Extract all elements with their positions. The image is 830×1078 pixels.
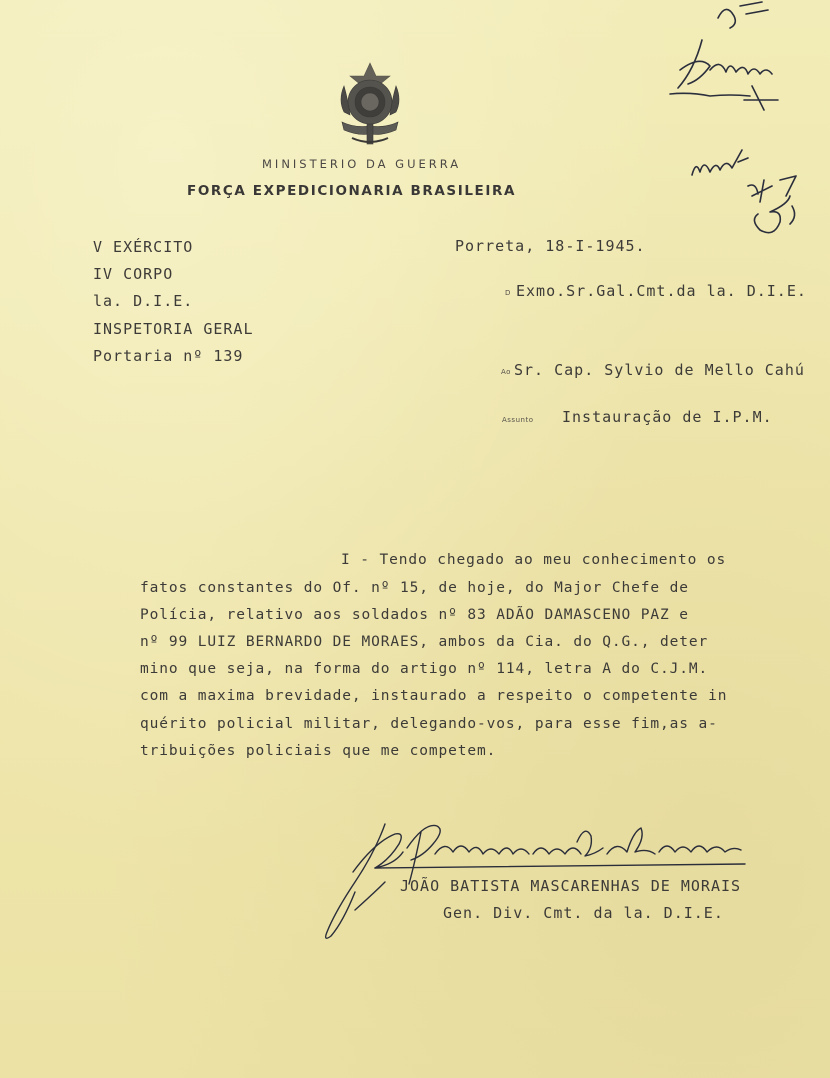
body-line: fatos constantes do Of. nº 15, de hoje, do Major Chefe de <box>140 580 689 596</box>
to-value: Sr. Cap. Sylvio de Mello Cahú <box>514 361 805 379</box>
body-line: I - Tendo chegado ao meu conhecimento os <box>341 552 727 568</box>
ministry-heading: MINISTERIO DA GUERRA <box>262 157 462 171</box>
signatory-name: JOÃO BATISTA MASCARENHAS DE MORAIS <box>400 877 742 895</box>
header-corps: IV CORPO <box>93 265 174 283</box>
subject-label: Assunto <box>502 416 534 424</box>
coat-of-arms-emblem <box>330 60 410 150</box>
body-line: mino que seja, na forma do artigo nº 114, letra A do C.J.M. <box>140 661 709 677</box>
document-date: Porreta, 18-I-1945. <box>455 237 646 255</box>
body-line: nº 99 LUIZ BERNARDO DE MORAES, ambos da Cia. do Q.G., deter <box>140 634 709 650</box>
from-value: Exmo.Sr.Gal.Cmt.da la. D.I.E. <box>516 282 807 300</box>
body-line: com a maxima brevidade, instaurado a respeito o competente in <box>140 688 728 704</box>
body-line: tribuições policiais que me competem. <box>140 743 497 759</box>
header-inspectorate: INSPETORIA GERAL <box>93 320 254 338</box>
header-ordinance-number: Portaria nº 139 <box>93 347 244 365</box>
body-line: Polícia, relativo aos soldados nº 83 ADÃO DAMASCENO PAZ e <box>140 607 689 623</box>
body-line: quérito policial militar, delegando-vos, para esse fim,as a- <box>140 716 718 732</box>
force-heading: FORÇA EXPEDICIONARIA BRASILEIRA <box>187 183 517 199</box>
header-division: la. D.I.E. <box>93 292 194 310</box>
header-army: V EXÉRCITO <box>93 238 194 256</box>
to-label: Ao <box>501 368 511 376</box>
signatory-title: Gen. Div. Cmt. da la. D.I.E. <box>443 904 724 922</box>
subject-value: Instauração de I.P.M. <box>562 408 773 426</box>
from-label: D <box>505 289 511 297</box>
handwritten-annotation <box>640 0 830 250</box>
